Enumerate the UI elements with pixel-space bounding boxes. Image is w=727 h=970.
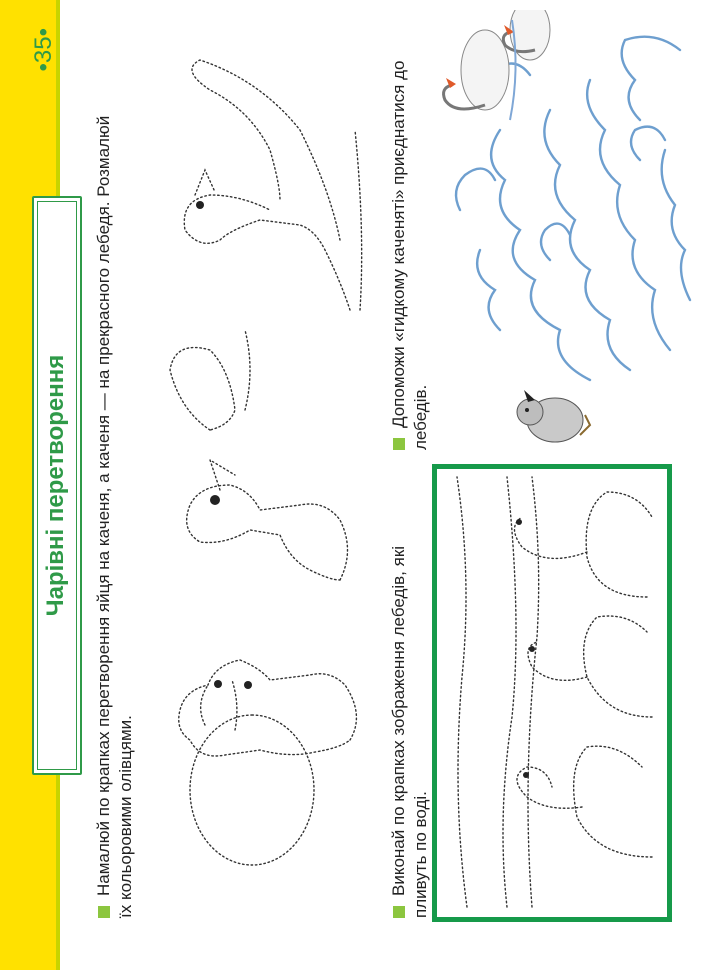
- page-number: •35•: [30, 28, 57, 72]
- duckling-swan-maze[interactable]: [440, 10, 710, 450]
- dotted-swan-1: [517, 746, 652, 857]
- duckling-illustration: [517, 390, 590, 442]
- egg-to-swan-dotted-drawings: [140, 50, 380, 930]
- task-1-line-1: Намалюй по крапках перетворення яйця на каченя, а каченя — на прекрасного лебедя. Розмалюй: [94, 115, 113, 896]
- bullet-square-icon: [393, 438, 405, 450]
- swans-on-water-frame: [432, 464, 672, 922]
- task-3-line-2: лебедів.: [411, 384, 430, 450]
- bullet-square-icon: [393, 906, 405, 918]
- task-2-line-2: пливуть по воді.: [411, 791, 430, 918]
- bullet-square-icon: [98, 906, 110, 918]
- dotted-swan: [184, 60, 361, 310]
- dotted-swans-on-water: [437, 469, 667, 917]
- task-1-text: [93, 38, 137, 918]
- swans-illustration: [444, 10, 550, 120]
- task-1-line-2: їх кольоровими олівцями.: [116, 715, 135, 918]
- task-3-text: [388, 30, 432, 450]
- task-2-line-1: Виконай по крапках зображення лебедів, які: [389, 545, 408, 896]
- task-3-line-1: Допоможи «гидкому каченяті» приєднатися до: [389, 60, 408, 428]
- task-2-text: [388, 458, 432, 918]
- title-banner: [32, 196, 82, 775]
- dotted-swan-2: [528, 616, 652, 717]
- dotted-young-swan: [170, 330, 348, 580]
- page-title: Чарівні перетворення: [42, 354, 69, 617]
- dotted-egg: [190, 715, 314, 865]
